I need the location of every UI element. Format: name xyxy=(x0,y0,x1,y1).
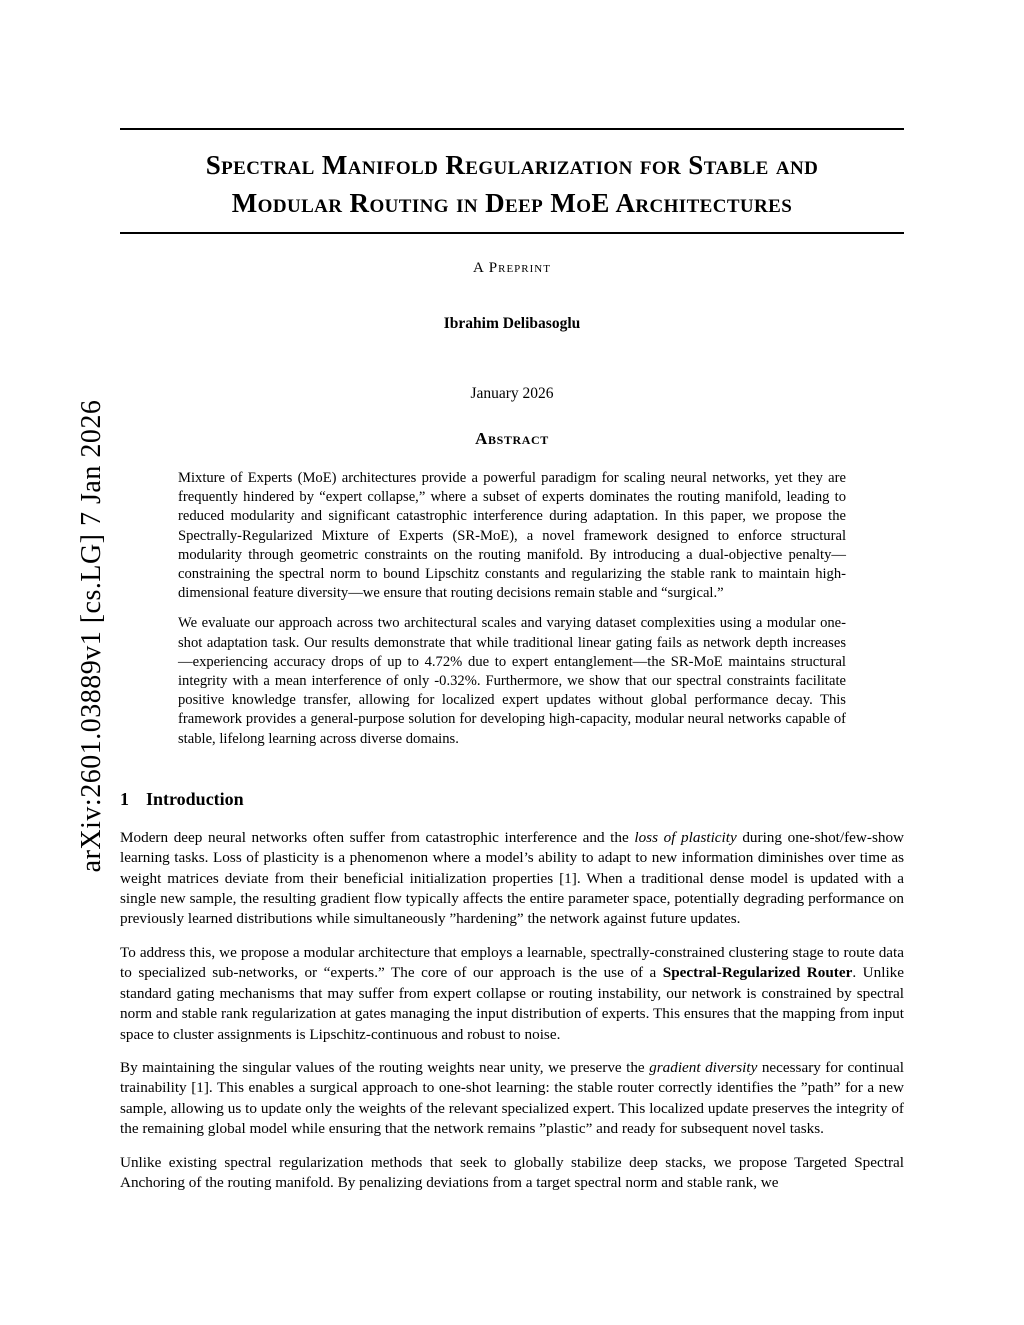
text-run: . Unlike standard gating mechanisms that may suffer from expert collapse or routing instability, our network is constrained by spectral norm and stable rank regularization at gates managing the input distribution of experts. This ensures that the mapping from input space to cluster assignments is Lipschitz-continuous and robust to noise. xyxy=(120,964,904,1043)
section-heading-introduction xyxy=(120,789,904,810)
section-title: Introduction xyxy=(146,788,244,809)
title-line-2: Modular Routing in Deep MoE Architectures xyxy=(231,188,793,218)
preprint-label: A Preprint xyxy=(473,260,551,276)
author-name: Ibrahim Delibasoglu xyxy=(443,315,581,332)
emphasis-text: gradient diversity xyxy=(649,1058,758,1076)
body-paragraph xyxy=(120,943,904,1045)
arxiv-identifier-stamp: arXiv:2601.03889v1 [cs.LG] 7 Jan 2026 xyxy=(76,399,107,873)
abstract-paragraph: Mixture of Experts (MoE) architectures provide a powerful paradigm for scaling neural networks, yet they are frequently hindered by “expert collapse,” where a subset of experts dominates the routing manifold, leading to reduced modularity and significant catastrophic interference during adaptation. In this paper, we propose the Spectrally-Regularized Mixture of Experts (SR-MoE), a novel framework designed to enforce structural modularity through geometric constraints on the routing manifold. By introducing a dual-objective penalty—constraining the spectral norm to bound Lipschitz constants and regularizing the stable rank to maintain high-dimensional feature diversity—we ensure that routing decisions remain stable and “surgical.” xyxy=(178,470,846,602)
body-paragraph xyxy=(120,1058,904,1140)
body-paragraph xyxy=(120,1153,904,1194)
title-rule-top xyxy=(120,128,904,130)
text-run: during one-shot/few-show learning tasks. Loss of plasticity is a phenomenon where a model’s ability to adapt to new information diminishes over time as weight matrices deviate from their beneficial initialization properties [1]. When a traditional dense model is updated with a single new sample, the resulting gradient flow typically affects the entire parameter space, potentially degrading performance on previously learned distributions while simultaneously ”hardening” the network against future updates. xyxy=(120,828,905,928)
publication-date: January 2026 xyxy=(470,385,554,402)
section-number: 1 xyxy=(120,788,129,809)
title-rule-bottom xyxy=(120,232,904,234)
abstract-heading: Abstract xyxy=(475,429,549,448)
paper-page xyxy=(120,0,904,1325)
emphasis-text: loss of plasticity xyxy=(634,828,737,846)
section-body-introduction xyxy=(120,828,904,1194)
body-paragraph xyxy=(120,828,904,930)
page-title xyxy=(120,146,904,222)
text-run: To address this, we propose a modular architecture that employs a learnable, spectrally-constrained clustering stage to route data to specialized sub-networks, or “experts.” The core of our approach is the use of a xyxy=(120,943,904,982)
abstract-paragraph: We evaluate our approach across two architectural scales and varying dataset complexities using a modular one-shot adaptation task. Our results demonstrate that while traditional linear gating fails as network depth increases—experiencing accuracy drops of up to 4.72% due to expert entanglement—the SR-MoE maintains structural integrity with a mean interference of only -0.32%. Furthermore, we show that our spectral constraints facilitate positive knowledge transfer, allowing for localized expert updates without global performance decay. This framework provides a general-purpose solution for developing high-capacity, modular neural networks capable of stable, lifelong learning across diverse domains. xyxy=(178,615,846,747)
abstract-body xyxy=(178,469,846,749)
text-run: By maintaining the singular values of the routing weights near unity, we preserve the xyxy=(120,1058,650,1076)
title-line-1: Spectral Manifold Regularization for Stable and xyxy=(205,150,819,180)
text-run: Modern deep neural networks often suffer from catastrophic interference and the xyxy=(120,828,635,846)
text-run: necessary for continual trainability [1]. This enables a surgical approach to one-shot learning: the stable router correctly identifies the ”path” for a new sample, allowing us to update only the weights of the relevant specialized expert. This localized update preserves the integrity of the remaining global model while ensuring that the network remains ”plastic” and ready for subsequent novel tasks. xyxy=(120,1058,904,1138)
strong-text: Spectral-Regularized Router xyxy=(662,964,853,982)
text-run: Unlike existing spectral regularization methods that seek to globally stabilize deep stacks, we propose Targeted Spectral Anchoring of the routing manifold. By penalizing deviations from a target spectral norm and stable rank, we xyxy=(120,1153,904,1191)
